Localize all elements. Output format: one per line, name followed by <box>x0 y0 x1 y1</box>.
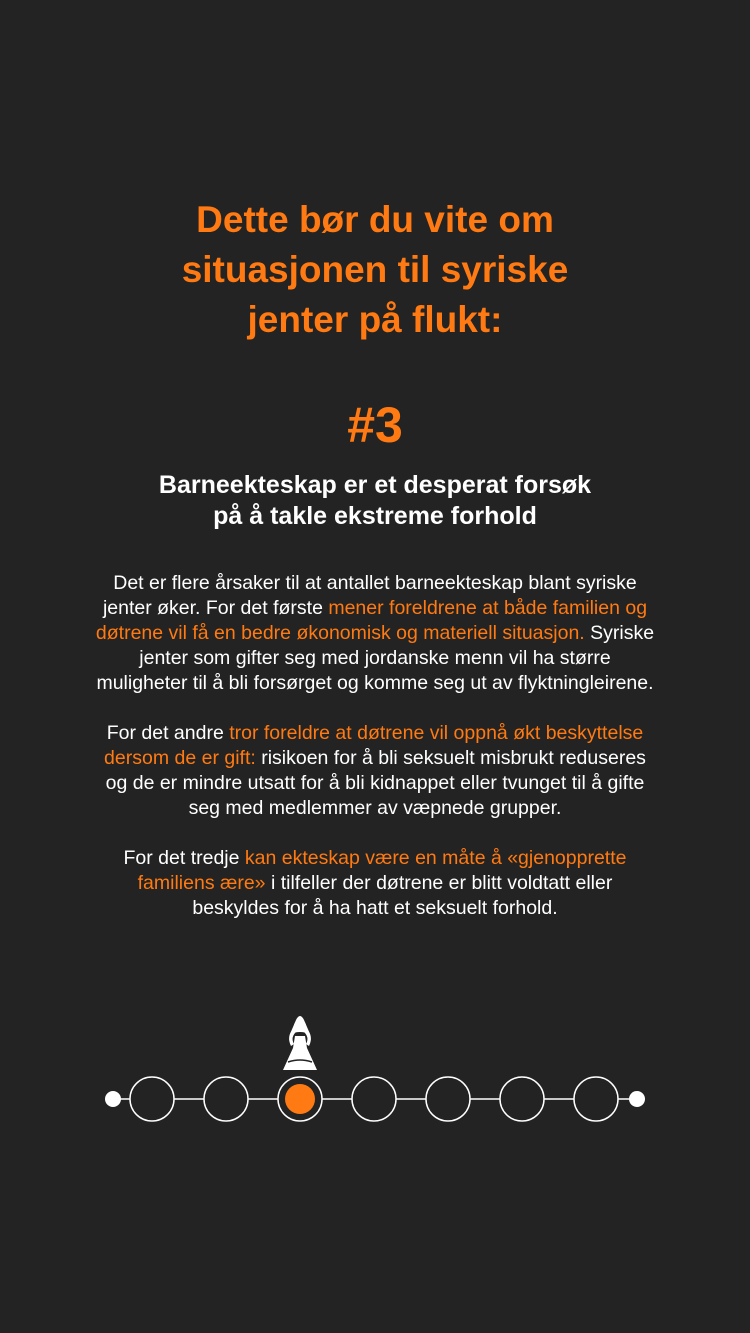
timeline-start-dot <box>105 1091 121 1107</box>
subtitle-line: Barneekteskap er et desperat forsøk <box>158 471 592 499</box>
bride-icon <box>283 1016 317 1070</box>
timeline-step-5[interactable] <box>426 1077 470 1121</box>
timeline-step-1[interactable] <box>130 1077 174 1121</box>
timeline-end-dot <box>629 1091 645 1107</box>
timeline-step-4[interactable] <box>352 1077 396 1121</box>
paragraph-text: risikoen for å bli seksuelt misbrukt reduseres og de er mindre utsatt for å bli kidnappet eller tvunget til å gifte seg med medlemmer av væpnede grupper. <box>105 747 646 819</box>
timeline-step-7[interactable] <box>574 1077 618 1121</box>
paragraph-3 <box>95 846 655 921</box>
paragraph-text: i tilfeller der døtrene er blitt voldtatt eller beskyldes for å ha hatt et seksuelt forhold. <box>192 872 613 919</box>
paragraph-text: Det er flere årsaker til at antallet barneekteskap blant syriske jenter øker. For det første <box>102 572 637 619</box>
timeline-step-6[interactable] <box>500 1077 544 1121</box>
paragraph-text: Syriske jenter som gifter seg med jordanske menn vil ha større muligheter til å bli forsørget og komme seg ut av flyktningleirene. <box>96 622 655 694</box>
progress-timeline <box>0 1008 750 1138</box>
paragraph-highlight: kan ekteskap være en måte å «gjenopprette familiens ære» <box>137 847 627 894</box>
title-line: situasjonen til syriske <box>181 249 569 290</box>
title-line: jenter på flukt: <box>247 299 503 340</box>
page-title <box>0 195 750 345</box>
paragraph-1 <box>95 571 655 696</box>
timeline-step-2[interactable] <box>204 1077 248 1121</box>
paragraph-highlight: mener foreldrene at både familien og døtrene vil få en bedre økonomisk og materiell situasjon. <box>95 597 648 644</box>
fact-body <box>95 571 655 946</box>
paragraph-highlight: tror foreldre at døtrene vil oppnå økt beskyttelse dersom de er gift: <box>104 722 644 769</box>
paragraph-2 <box>95 721 655 821</box>
fact-number: #3 <box>347 397 403 453</box>
fact-heading <box>0 470 750 532</box>
timeline-active-indicator <box>285 1084 315 1114</box>
paragraph-text: For det tredje <box>123 847 245 869</box>
paragraph-text: For det andre <box>106 722 230 744</box>
subtitle-line: på å takle ekstreme forhold <box>213 502 537 530</box>
title-line: Dette bør du vite om <box>196 199 554 240</box>
